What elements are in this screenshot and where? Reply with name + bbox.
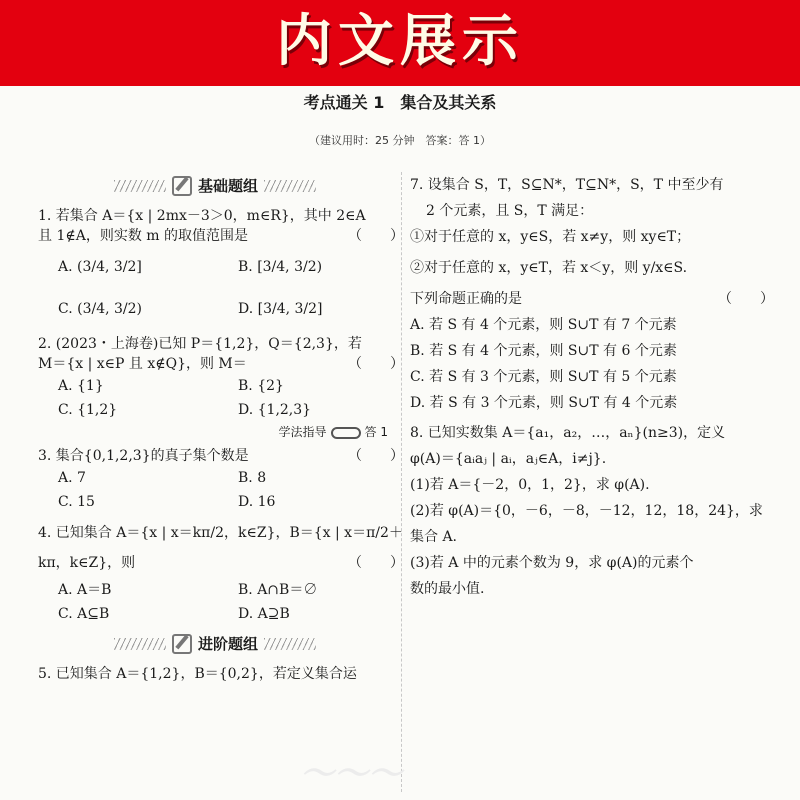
option-grid xyxy=(38,374,392,422)
option-d: D. {1,2,3} xyxy=(238,402,312,418)
option-a: A. {1} xyxy=(58,378,104,394)
section-header-advanced xyxy=(38,630,392,658)
question-stem: 2. (2023・上海卷)已知 P＝{1,2}，Q＝{2,3}，若 xyxy=(38,336,362,352)
option-c: C. 若 S 有 3 个元素，则 S∪T 有 5 个元素 xyxy=(410,369,677,385)
option-a: A. (3/4, 3/2] xyxy=(58,259,142,275)
pencil-edit-icon xyxy=(172,176,192,196)
answer-bracket: （ ） xyxy=(718,291,774,307)
subquestion-2: (2)若 φ(A)＝{0，－6，－8，－12，12，18，24}，求 xyxy=(410,503,763,519)
question-stem: 8. 已知实数集 A＝{a₁，a₂，…，aₙ}(n≥3)，定义 xyxy=(410,425,726,441)
study-tip-label: 学法指导 xyxy=(278,425,327,439)
section-label: 基础题组 xyxy=(197,177,258,195)
question-prompt: 下列命题正确的是 xyxy=(410,291,522,307)
pencil-edit-icon xyxy=(172,634,192,654)
question-stem: 2 个元素，且 S，T 满足： xyxy=(426,203,594,219)
subquestion-2-cont: 集合 A. xyxy=(410,529,458,545)
subquestion-3-cont: 数的最小值. xyxy=(410,581,485,597)
question-stem: 3. 集合{0,1,2,3}的真子集个数是 xyxy=(38,448,249,464)
option-d: D. 若 S 有 3 个元素，则 S∪T 有 4 个元素 xyxy=(410,395,678,411)
question-stem: 且 1∉A，则实数 m 的取值范围是 xyxy=(38,228,249,244)
option-grid xyxy=(38,246,392,330)
option-d: D. [3/4, 3/2] xyxy=(238,301,323,317)
option-b: B. 8 xyxy=(238,470,267,486)
subquestion-3: (3)若 A 中的元素个数为 9，求 φ(A)的元素个 xyxy=(410,555,694,571)
hatch-decoration xyxy=(264,180,316,192)
option-d: D. 16 xyxy=(238,494,276,510)
condition-1: ①对于任意的 x，y∈S，若 x≠y，则 xy∈T； xyxy=(410,229,691,245)
option-c: C. {1,2} xyxy=(58,402,118,418)
question-4 xyxy=(38,518,404,626)
hatch-decoration xyxy=(264,638,316,650)
link-icon xyxy=(331,427,361,439)
study-tip xyxy=(38,422,392,442)
left-column xyxy=(38,172,404,688)
option-b: B. [3/4, 3/2) xyxy=(238,259,323,275)
lesson-meta: （建议用时：25 分钟 答案：答 1） xyxy=(309,134,491,147)
hatch-decoration xyxy=(114,638,166,650)
question-stem: kπ，k∈Z}，则 xyxy=(38,555,136,571)
banner-title: 内文展示 xyxy=(276,9,524,74)
watermark: ～～～ xyxy=(300,754,402,794)
condition-2: ②对于任意的 x，y∈T，若 x＜y，则 y/x∈S. xyxy=(410,260,688,276)
answer-bracket: （ ） xyxy=(348,448,404,464)
question-3 xyxy=(38,446,404,514)
option-b: B. 若 S 有 4 个元素，则 S∪T 有 6 个元素 xyxy=(410,343,677,359)
option-c: C. 15 xyxy=(58,494,95,510)
option-b: B. A∩B＝∅ xyxy=(238,582,318,598)
option-b: B. {2} xyxy=(238,378,284,394)
question-stem: 4. 已知集合 A＝{x | x＝kπ/2，k∈Z}，B＝{x | x＝π/2＋ xyxy=(38,525,403,541)
question-7 xyxy=(410,172,774,416)
subquestion-1: (1)若 A＝{－2，0，1，2}，求 φ(A). xyxy=(410,477,650,493)
lesson-title: 考点通关 1 集合及其关系 xyxy=(303,93,497,112)
option-c: C. (3/4, 3/2) xyxy=(58,301,142,317)
header-banner xyxy=(0,0,800,86)
question-stem: 1. 若集合 A＝{x | 2mx－3＞0，m∈R}，其中 2∈A xyxy=(38,208,366,224)
section-label: 进阶题组 xyxy=(197,635,258,653)
answer-bracket: （ ） xyxy=(348,555,404,571)
document-page xyxy=(0,86,800,800)
option-a: A. 7 xyxy=(58,470,86,486)
question-8 xyxy=(410,420,762,602)
option-grid xyxy=(38,578,392,626)
option-d: D. A⊇B xyxy=(238,606,290,622)
question-stem: 7. 设集合 S，T，S⊆N*，T⊆N*，S，T 中至少有 xyxy=(410,177,724,193)
study-tip-ref: 答 1 xyxy=(364,425,388,439)
right-column xyxy=(410,172,774,606)
hatch-decoration xyxy=(114,180,166,192)
option-grid xyxy=(38,466,392,514)
option-a: A. A＝B xyxy=(58,582,112,598)
answer-bracket: （ ） xyxy=(348,228,404,244)
question-2 xyxy=(38,334,404,442)
section-header-basic xyxy=(38,172,392,200)
option-c: C. A⊆B xyxy=(58,606,110,622)
question-5 xyxy=(38,664,392,684)
answer-bracket: （ ） xyxy=(348,356,404,372)
question-stem: 5. 已知集合 A＝{1,2}，B＝{0,2}，若定义集合运 xyxy=(38,666,357,682)
question-1 xyxy=(38,206,404,330)
question-stem: M＝{x | x∈P 且 x∉Q}，则 M＝ xyxy=(38,356,247,372)
option-a: A. 若 S 有 4 个元素，则 S∪T 有 7 个元素 xyxy=(410,317,677,333)
question-stem: φ(A)＝{aᵢaⱼ | aᵢ，aⱼ∈A，i≠j}. xyxy=(410,451,607,467)
